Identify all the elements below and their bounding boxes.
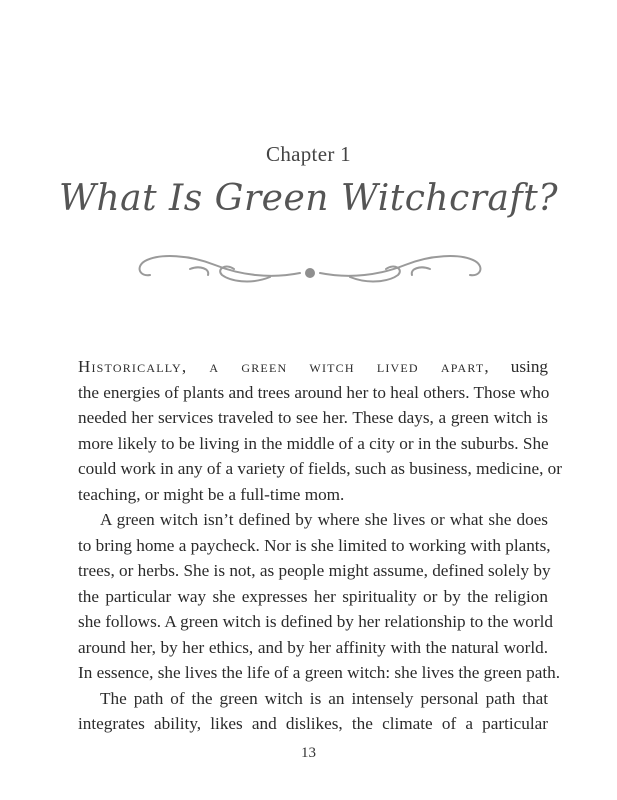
body-text — [78, 354, 562, 737]
flourish-center-dot — [305, 268, 315, 278]
lead-in-small-caps: Historically, a green witch lived apart, — [78, 357, 490, 376]
text-line: could work in any of a variety of fields, such as business, medicine, or — [78, 459, 562, 478]
chapter-label: Chapter 1 — [266, 142, 351, 166]
text-line: needed her services traveled to see her. These days, a green witch is — [78, 408, 548, 427]
decorative-flourish-ornament — [130, 245, 490, 295]
text-line: trees, or herbs. She is not, as people might assume, defined solely by — [78, 561, 551, 580]
text-line: around her, by her ethics, and by her affinity with the natural world. — [78, 637, 548, 657]
text-line: to bring home a paycheck. Nor is she limited to working with plants, — [78, 535, 551, 555]
text-line: more likely to be living in the middle of a city or in the suburbs. She — [78, 433, 549, 453]
text-line: using — [489, 357, 549, 376]
page-number: 13 — [301, 745, 316, 761]
paragraph-2 — [78, 507, 561, 686]
text-line: the particular way she expresses her spirituality or by the religion — [78, 586, 548, 606]
text-line: In essence, she lives the life of a green witch: she lives the green path. — [78, 663, 561, 682]
text-line: the energies of plants and trees around her to heal others. Those who — [78, 382, 550, 402]
text-line: teaching, or might be a full-time mom. — [78, 484, 345, 504]
text-line: she follows. A green witch is defined by her relationship to the world — [78, 612, 553, 631]
text-line: A green witch isn’t defined by where she lives or what she does — [100, 510, 548, 529]
chapter-title: What Is Green Witchcraft? — [58, 178, 559, 219]
text-line: integrates ability, likes and dislikes, the climate of a particular — [78, 714, 548, 733]
paragraph-3 — [78, 686, 548, 737]
text-line: The path of the green witch is an intensely personal path that — [100, 688, 548, 708]
paragraph-1 — [78, 354, 562, 507]
